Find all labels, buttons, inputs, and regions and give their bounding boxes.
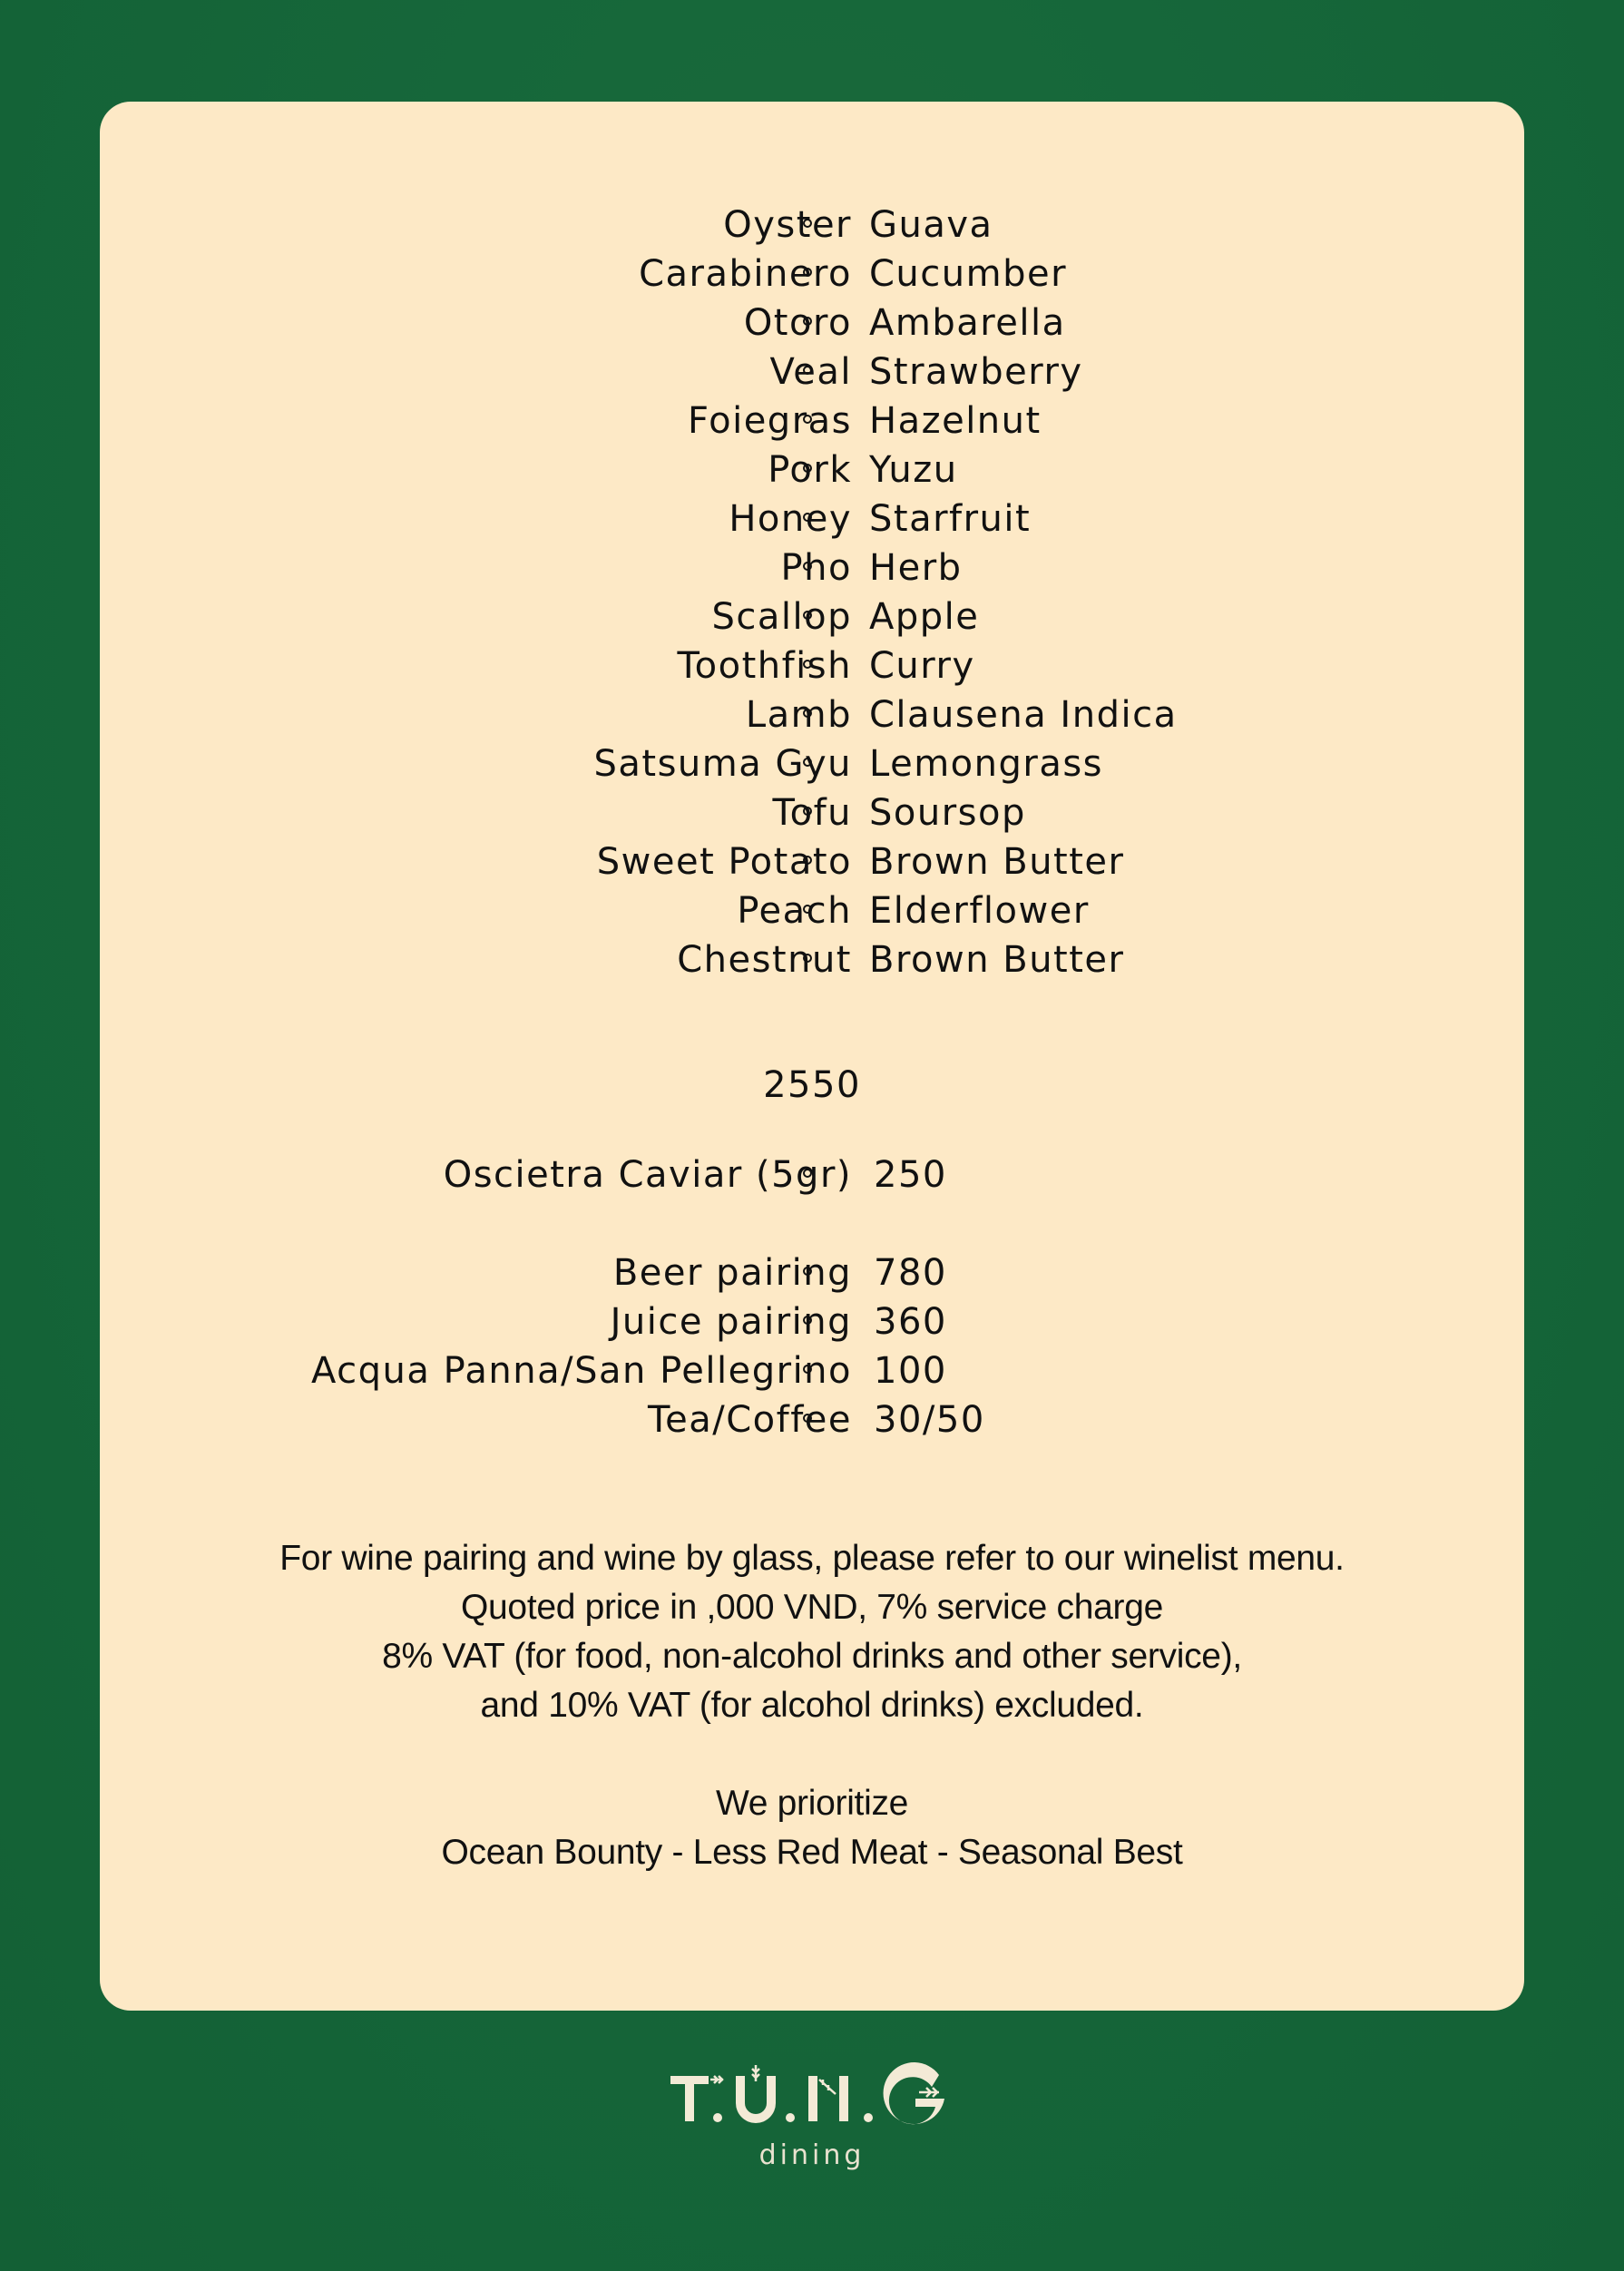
course-pairing: Elderflower (869, 890, 1090, 932)
course-pairing: Brown Butter (869, 841, 1125, 883)
course-row (100, 690, 1524, 739)
course-pairing: Guava (869, 204, 993, 246)
drink-name: Tea/Coffee (647, 1399, 852, 1441)
bullet-dot-icon (803, 1316, 812, 1325)
course-row (100, 543, 1524, 592)
drink-price: 360 (874, 1301, 947, 1343)
course-pairing: Cucumber (869, 253, 1068, 295)
course-row (100, 886, 1524, 935)
course-row (100, 592, 1524, 641)
course-pairing: Yuzu (869, 449, 958, 491)
course-pairing: Herb (869, 547, 963, 589)
course-pairing: Brown Butter (869, 939, 1125, 981)
drink-name: Beer pairing (612, 1252, 852, 1294)
bullet-dot-icon (803, 660, 812, 669)
menu-price: 2550 (763, 1064, 861, 1106)
drink-row (100, 1346, 1524, 1395)
bullet-dot-icon (803, 513, 812, 522)
bullet-dot-icon (803, 1267, 812, 1276)
bullet-dot-icon (803, 709, 812, 718)
bullet-dot-icon (803, 219, 812, 228)
course-pairing: Soursop (869, 792, 1026, 834)
course-pairing: Strawberry (869, 351, 1083, 393)
brand-subtitle: dining (758, 2139, 866, 2171)
course-main: Oyster (723, 204, 852, 246)
course-main: Pho (780, 547, 852, 589)
course-pairing: Clausena Indica (869, 694, 1178, 736)
course-main: Otoro (743, 302, 852, 344)
bullet-dot-icon (803, 611, 812, 620)
priority-line: Ocean Bounty - Less Red Meat - Seasonal Best (441, 1833, 1183, 1872)
addon-name: Oscietra Caviar (5gr) (443, 1154, 852, 1196)
course-main: Foiegras (688, 400, 852, 442)
course-row (100, 250, 1524, 299)
course-row (100, 396, 1524, 445)
bullet-dot-icon (803, 807, 812, 816)
course-pairing: Lemongrass (869, 743, 1104, 785)
bullet-dot-icon (803, 317, 812, 326)
course-row (100, 837, 1524, 886)
course-main: Lamb (745, 694, 852, 736)
drink-price: 100 (874, 1350, 947, 1392)
course-row (100, 739, 1524, 788)
course-row (100, 445, 1524, 494)
course-pairing: Hazelnut (869, 400, 1042, 442)
brand-logo (0, 2060, 1624, 2171)
course-pairing: Curry (869, 645, 975, 687)
course-main: Peach (737, 890, 852, 932)
note-line: Quoted price in ,000 VND, 7% service charge (461, 1588, 1163, 1627)
bullet-dot-icon (803, 415, 812, 424)
course-main: Scallop (711, 596, 852, 638)
course-pairing: Ambarella (869, 302, 1066, 344)
brand-logo-mark (667, 2060, 957, 2132)
bullet-dot-icon (803, 856, 812, 865)
course-row (100, 935, 1524, 984)
course-main: Carabinero (639, 253, 852, 295)
note-line: and 10% VAT (for alcohol drinks) excluded. (480, 1686, 1144, 1725)
addon-price: 250 (874, 1154, 947, 1196)
course-pairing: Apple (869, 596, 980, 638)
bullet-dot-icon (803, 1414, 812, 1423)
course-row (100, 299, 1524, 348)
addon-row (100, 1150, 1524, 1199)
course-main: Honey (729, 498, 852, 540)
drink-row (100, 1395, 1524, 1444)
menu-card (100, 102, 1524, 2011)
course-main: Toothfish (677, 645, 852, 687)
priority-heading: We prioritize (715, 1784, 909, 1823)
course-pairing: Starfruit (869, 498, 1032, 540)
course-main: Veal (769, 351, 852, 393)
course-main: Satsuma Gyu (593, 743, 852, 785)
course-row (100, 788, 1524, 837)
drink-row (100, 1297, 1524, 1346)
bullet-dot-icon (803, 954, 812, 963)
drink-row (100, 1248, 1524, 1297)
bullet-dot-icon (803, 464, 812, 473)
bullet-dot-icon (803, 562, 812, 571)
bullet-dot-icon (803, 1169, 812, 1178)
note-line: For wine pairing and wine by glass, please refer to our winelist menu. (279, 1539, 1345, 1578)
drink-name: Juice pairing (610, 1301, 852, 1343)
bullet-dot-icon (803, 758, 812, 767)
bullet-dot-icon (803, 268, 812, 277)
drink-price: 30/50 (874, 1399, 985, 1441)
drink-price: 780 (874, 1252, 947, 1294)
course-row (100, 201, 1524, 250)
bullet-dot-icon (803, 1365, 812, 1374)
course-main: Tofu (772, 792, 852, 834)
drink-name: Acqua Panna/San Pellegrino (310, 1350, 852, 1392)
bullet-dot-icon (803, 905, 812, 914)
note-line: 8% VAT (for food, non-alcohol drinks and other service), (382, 1637, 1242, 1676)
course-row (100, 494, 1524, 543)
course-row (100, 348, 1524, 396)
course-main: Sweet Potato (596, 841, 852, 883)
course-row (100, 641, 1524, 690)
bullet-dot-icon (803, 366, 812, 375)
course-main: Pork (768, 449, 852, 491)
course-main: Chestnut (677, 939, 852, 981)
